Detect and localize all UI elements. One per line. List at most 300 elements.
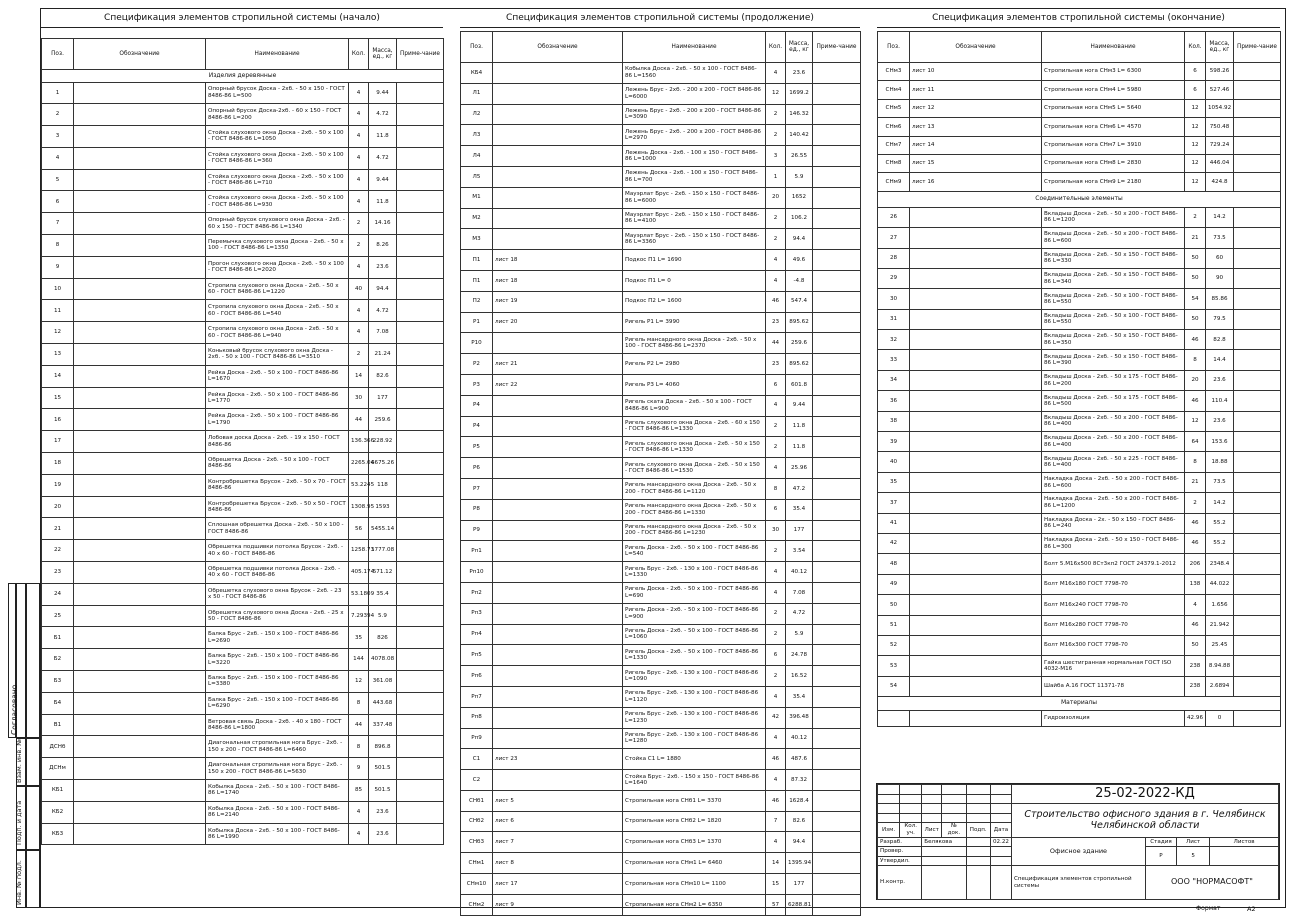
table-row	[878, 595, 1281, 615]
cell-designation	[74, 300, 206, 322]
table-row	[878, 309, 1281, 329]
cell-name: Накладка Доска - 2хб. - 50 х 200 - ГОСТ 8486-86 L=600	[1042, 472, 1185, 492]
cell-qty: 2	[766, 541, 786, 562]
cell-mass: 18.88	[1206, 452, 1234, 472]
table-row	[878, 81, 1281, 99]
cell-designation	[910, 228, 1042, 248]
cell-mass: 25.96	[786, 458, 813, 479]
cell-pos: 35	[878, 472, 910, 492]
cell-note	[1234, 118, 1281, 136]
cell-note	[813, 624, 861, 645]
cell-qty: 238	[1185, 656, 1206, 676]
cell-qty: 4	[766, 728, 786, 749]
cell-qty: 54	[1185, 289, 1206, 309]
cell-designation	[493, 478, 623, 499]
cell-designation	[910, 574, 1042, 594]
cell-pos: 36	[878, 391, 910, 411]
cell-pos: 26	[878, 207, 910, 227]
cell-pos: 29	[878, 268, 910, 288]
header-note: Приме-чание	[813, 32, 861, 63]
cell-name: Балка Брус - 2хб. - 150 х 100 - ГОСТ 8486-86 L=3220	[206, 649, 349, 671]
cell-name: Опорный брусок Доска - 2хб. - 50 х 150 - ГОСТ 8486-86 L=500	[206, 82, 349, 104]
cell-qty: 7	[766, 811, 786, 832]
cell-name: Вкладыш Доска - 2хб. - 50 х 175 - ГОСТ 8486-86 L=200	[1042, 370, 1185, 390]
cell-qty: 50	[1185, 248, 1206, 268]
cell-name: Ригель мансардного окна Доска - 2хб. - 50 х 100 - ГОСТ 8486-86 L=2370	[623, 333, 766, 354]
cell-designation	[493, 416, 623, 437]
cell-qty: 46	[1185, 330, 1206, 350]
cell-note	[1234, 99, 1281, 117]
cell-qty: 2	[766, 416, 786, 437]
cell-mass: 3.54	[786, 541, 813, 562]
podp-data-label: Подп. и дата	[15, 800, 23, 845]
razrab-name: Белякова	[922, 837, 966, 847]
cell-designation	[493, 208, 623, 229]
cell-mass: 14.16	[369, 213, 397, 235]
cell-qty: 50	[1185, 635, 1206, 655]
table-row	[461, 270, 861, 291]
table-row	[878, 432, 1281, 452]
cell-mass: 82.8	[1206, 330, 1234, 350]
cell-mass: -4.8	[786, 270, 813, 291]
table-row	[461, 374, 861, 395]
cell-name: Подкос П1 L= 0	[623, 270, 766, 291]
table-row	[878, 118, 1281, 136]
cell-mass: 87.32	[786, 770, 813, 791]
cell-note	[397, 496, 444, 518]
table-row	[461, 63, 861, 84]
cell-pos: 34	[878, 370, 910, 390]
cell-pos: М2	[461, 208, 493, 229]
cell-qty: 2	[766, 624, 786, 645]
cell-pos: Р4	[461, 416, 493, 437]
cell-mass: 571.12	[369, 562, 397, 584]
cell-name: Кобылка Доска - 2хб. - 50 х 100 - ГОСТ 8486-86 L=2140	[206, 801, 349, 823]
cell-note	[397, 758, 444, 780]
table-row	[461, 416, 861, 437]
cell-pos: 14	[42, 365, 74, 387]
cell-note	[1234, 207, 1281, 227]
header-mass: Масса, ед., кг	[369, 39, 397, 70]
table-row	[461, 811, 861, 832]
cell-mass: 4.72	[786, 603, 813, 624]
table-row	[42, 801, 444, 823]
cell-qty: 4	[349, 823, 369, 845]
table-row	[878, 268, 1281, 288]
cell-pos: Рп4	[461, 624, 493, 645]
cell-qty: 21	[1185, 228, 1206, 248]
cell-designation	[74, 453, 206, 475]
cell-name: Рейка Доска - 2хб. - 50 х 100 - ГОСТ 8486-86 L=1790	[206, 409, 349, 431]
cell-note	[813, 832, 861, 853]
cell-designation	[74, 365, 206, 387]
cell-pos: СНм3	[878, 63, 910, 81]
cell-pos: Л1	[461, 83, 493, 104]
cell-mass: 44.022	[1206, 574, 1234, 594]
cell-pos: Рп8	[461, 707, 493, 728]
cell-note	[1234, 432, 1281, 452]
cell-note	[397, 605, 444, 627]
cell-note	[397, 82, 444, 104]
table-row	[878, 289, 1281, 309]
cell-designation	[74, 671, 206, 693]
cell-note	[1234, 493, 1281, 513]
cell-designation: лист 14	[910, 136, 1042, 154]
cell-note	[813, 208, 861, 229]
cell-mass: 443.68	[369, 692, 397, 714]
cell-mass: 21.942	[1206, 615, 1234, 635]
table-row	[878, 452, 1281, 472]
cell-mass: 424.8	[1206, 173, 1234, 191]
table-row	[42, 104, 444, 126]
spec-table	[460, 31, 861, 916]
cell-note	[397, 126, 444, 148]
format-label: Формат	[1196, 905, 1221, 912]
cell-note	[813, 333, 861, 354]
cell-note	[813, 229, 861, 250]
cell-designation	[910, 676, 1042, 696]
cell-pos: КБ2	[42, 801, 74, 823]
cell-note	[397, 256, 444, 278]
cell-name: Лобовая доска Доска - 2хб. - 19 х 150 - ГОСТ 8486-86	[206, 431, 349, 453]
table-row	[878, 228, 1281, 248]
cell-name: Мауэрлат Брус - 2хб. - 150 х 150 - ГОСТ 8486-86 L=4100	[623, 208, 766, 229]
cell-mass: 396.48	[786, 707, 813, 728]
table-row	[42, 692, 444, 714]
cell-qty: 53.1809	[349, 583, 369, 605]
cell-qty: 56	[349, 518, 369, 540]
cell-name: Перемычка слухового окна Доска - 2хб. - 50 х 100 - ГОСТ 8486-86 L=1350	[206, 235, 349, 257]
cell-pos: Б4	[42, 692, 74, 714]
cell-designation	[493, 83, 623, 104]
cell-name: Шайба А.16 ГОСТ 11371-78	[1042, 676, 1185, 696]
cell-mass: 0	[1206, 710, 1234, 726]
cell-mass: 25.45	[1206, 635, 1234, 655]
cell-designation	[74, 801, 206, 823]
cell-qty: 2	[766, 104, 786, 125]
cell-name: Вкладыш Доска - 2хб. - 50 х 200 - ГОСТ 8486-86 L=400	[1042, 411, 1185, 431]
cell-pos: Л2	[461, 104, 493, 125]
cell-mass: 14.2	[1206, 493, 1234, 513]
cell-name: Ветровая связь Доска - 2хб. - 40 х 180 - ГОСТ 8486-86 L=1800	[206, 714, 349, 736]
cell-pos: Рп7	[461, 686, 493, 707]
cell-mass: 1777.08	[369, 540, 397, 562]
cell-qty: 12	[1185, 411, 1206, 431]
cell-mass: 4.72	[369, 300, 397, 322]
cell-mass: 8.26	[369, 235, 397, 257]
cell-mass: 228.92	[369, 431, 397, 453]
cell-qty: 238	[1185, 676, 1206, 696]
cell-name: Ригель мансардного окна Доска - 2хб. - 50 х 200 - ГОСТ 8486-86 L=1230	[623, 520, 766, 541]
cell-pos: 6	[42, 191, 74, 213]
cell-mass: 4078.08	[369, 649, 397, 671]
table-row	[42, 627, 444, 649]
table-row	[461, 166, 861, 187]
cell-name: Болт М16х280 ГОСТ 7798-70	[1042, 615, 1185, 635]
cell-pos: Р10	[461, 333, 493, 354]
cell-name: Ригель слухового окна Доска - 2хб. - 50 х 150 - ГОСТ 8486-86 L=1330	[623, 437, 766, 458]
cell-name: Лежень Брус - 2хб. - 200 х 200 - ГОСТ 8486-86 L=6000	[623, 83, 766, 104]
cell-mass: 6288.81	[786, 894, 813, 915]
cell-pos: 8	[42, 235, 74, 257]
cell-mass: 82.6	[369, 365, 397, 387]
cell-qty: 6	[766, 374, 786, 395]
cell-qty: 8	[1185, 350, 1206, 370]
cell-name: Вкладыш Доска - 2хб. - 50 х 200 - ГОСТ 8486-86 L=1200	[1042, 207, 1185, 227]
cell-designation	[910, 656, 1042, 676]
cell-qty: 46	[766, 790, 786, 811]
sheet-title: Спецификация элементов стропильной системы (окончание)	[877, 10, 1280, 28]
table-row	[42, 736, 444, 758]
cell-designation: лист 22	[493, 374, 623, 395]
cell-name: Вкладыш Доска - 2хб. - 50 х 175 - ГОСТ 8486-86 L=500	[1042, 391, 1185, 411]
cell-designation	[74, 147, 206, 169]
cell-designation	[910, 432, 1042, 452]
cell-name: Сплошная обрешетка Доска - 2хб. - 50 х 100 - ГОСТ 8486-86	[206, 518, 349, 540]
cell-pos: Р3	[461, 374, 493, 395]
table-row	[461, 354, 861, 375]
cell-designation: лист 19	[493, 291, 623, 312]
cell-pos: Р5	[461, 437, 493, 458]
cell-mass: 896.8	[369, 736, 397, 758]
cell-designation	[493, 582, 623, 603]
cell-mass: 4.72	[369, 104, 397, 126]
cell-designation	[493, 603, 623, 624]
cell-designation	[910, 268, 1042, 288]
cell-designation	[74, 387, 206, 409]
cell-qty: 4	[1185, 595, 1206, 615]
cell-note	[397, 474, 444, 496]
table-row	[461, 832, 861, 853]
cell-designation	[493, 562, 623, 583]
cell-mass: 110.4	[1206, 391, 1234, 411]
table-row	[878, 411, 1281, 431]
table-row	[461, 520, 861, 541]
cell-qty: 4	[766, 395, 786, 416]
header-pos: Поз.	[878, 32, 910, 63]
table-row	[878, 554, 1281, 574]
cell-name: Болт 5.М16х500 8Ст3кп2 ГОСТ 24379.1-2012	[1042, 554, 1185, 574]
table-row	[461, 437, 861, 458]
cell-note	[1234, 554, 1281, 574]
cell-name: Ригель Брус - 2хб. - 130 х 100 - ГОСТ 8486-86 L=1230	[623, 707, 766, 728]
cell-designation	[74, 213, 206, 235]
cell-note	[1234, 154, 1281, 172]
cell-pos: СНм2	[461, 894, 493, 915]
table-row	[42, 409, 444, 431]
cell-note	[397, 278, 444, 300]
cell-qty: 42	[766, 707, 786, 728]
cell-name: Ригель Р1 L= 3990	[623, 312, 766, 333]
cell-qty: 4	[766, 270, 786, 291]
cell-note	[813, 83, 861, 104]
cell-qty: 8	[349, 736, 369, 758]
cell-note	[397, 147, 444, 169]
table-row	[461, 104, 861, 125]
cell-pos: 1	[42, 82, 74, 104]
table-header-row	[878, 32, 1281, 63]
cell-qty: 2	[766, 437, 786, 458]
cell-qty: 4	[349, 169, 369, 191]
cell-qty: 4	[766, 458, 786, 479]
cell-pos: Л3	[461, 125, 493, 146]
cell-pos: 52	[878, 635, 910, 655]
cell-note	[813, 312, 861, 333]
cell-qty: 57	[766, 894, 786, 915]
cell-pos: М1	[461, 187, 493, 208]
table-row	[42, 540, 444, 562]
cell-designation	[74, 692, 206, 714]
cell-mass: 547.4	[786, 291, 813, 312]
cell-name: Стропильная нога СНб3 L= 1370	[623, 832, 766, 853]
cell-designation	[910, 289, 1042, 309]
cell-pos: Р1	[461, 312, 493, 333]
table-row	[461, 187, 861, 208]
cell-designation	[74, 256, 206, 278]
cell-note	[813, 853, 861, 874]
nkontr-label: Н.контр.	[878, 866, 922, 900]
cell-mass: 35.4	[369, 583, 397, 605]
cell-qty: 7.29394	[349, 605, 369, 627]
sheet-title: Спецификация элементов стропильной системы (начало)	[41, 10, 443, 28]
cell-qty: 3	[766, 146, 786, 167]
cell-note	[1234, 173, 1281, 191]
cell-designation	[74, 540, 206, 562]
table-row	[461, 666, 861, 687]
cell-pos: С2	[461, 770, 493, 791]
cell-note	[1234, 370, 1281, 390]
cell-name: Балка Брус - 2хб. - 150 х 100 - ГОСТ 8486-86 L=3380	[206, 671, 349, 693]
table-row	[42, 562, 444, 584]
cell-pos: СНм9	[878, 173, 910, 191]
cell-pos: Р8	[461, 499, 493, 520]
cell-designation: лист 21	[493, 354, 623, 375]
table-header-row	[461, 32, 861, 63]
cell-note	[813, 811, 861, 832]
cell-mass: 1054.92	[1206, 99, 1234, 117]
cell-designation	[493, 645, 623, 666]
cell-designation: лист 20	[493, 312, 623, 333]
cell-qty: 206	[1185, 554, 1206, 574]
section-row	[878, 191, 1281, 207]
header-note: Приме-чание	[1234, 32, 1281, 63]
cell-name: Ригель Р2 L= 2980	[623, 354, 766, 375]
cell-name: Ригель мансардного окна Доска - 2хб. - 50 х 200 - ГОСТ 8486-86 L=1330	[623, 499, 766, 520]
cell-name: Стропила слухового окна Доска - 2хб. - 50 х 60 - ГОСТ 8486-86 L=940	[206, 322, 349, 344]
cell-name: Контробрешетка Брусок - 2хб. - 50 х 50 - ГОСТ 8486-86	[206, 496, 349, 518]
cell-name: Контробрешетка Брусок - 2хб. - 50 х 70 - ГОСТ 8486-86	[206, 474, 349, 496]
cell-designation	[910, 615, 1042, 635]
cell-mass: 16.52	[786, 666, 813, 687]
table-row	[42, 496, 444, 518]
cell-pos: 3	[42, 126, 74, 148]
table-row	[42, 671, 444, 693]
cell-note	[397, 365, 444, 387]
hdr-izm: Изм.	[878, 823, 900, 837]
cell-designation	[493, 146, 623, 167]
table-row	[42, 300, 444, 322]
cell-mass: 5.9	[786, 624, 813, 645]
cell-qty: 2	[349, 344, 369, 366]
table-row	[878, 513, 1281, 533]
cell-mass: 177	[786, 874, 813, 895]
cell-name: Обрешетка Доска - 2хб. - 50 х 100 - ГОСТ 8486-86	[206, 453, 349, 475]
cell-name: Стропила слухового окна Доска - 2хб. - 50 х 60 - ГОСТ 8486-86 L=540	[206, 300, 349, 322]
cell-qty: 23	[766, 354, 786, 375]
cell-name: Вкладыш Доска - 2хб. - 50 х 200 - ГОСТ 8486-86 L=600	[1042, 228, 1185, 248]
cell-designation	[74, 235, 206, 257]
cell-pos: 28	[878, 248, 910, 268]
cell-designation	[493, 520, 623, 541]
table-row	[461, 478, 861, 499]
cell-pos: 50	[878, 595, 910, 615]
cell-name: Стропильная нога СНм7 L= 3910	[1042, 136, 1185, 154]
cell-name: Вкладыш Доска - 2хб. - 50 х 150 - ГОСТ 8486-86 L=390	[1042, 350, 1185, 370]
cell-note	[397, 431, 444, 453]
cell-mass: 1652	[786, 187, 813, 208]
cell-designation: лист 6	[493, 811, 623, 832]
cell-note	[1234, 248, 1281, 268]
cell-qty: 12	[1185, 154, 1206, 172]
cell-mass: 487.6	[786, 749, 813, 770]
cell-mass: 1.656	[1206, 595, 1234, 615]
cell-mass: 177	[369, 387, 397, 409]
cell-pos: В1	[42, 714, 74, 736]
cell-pos: 9	[42, 256, 74, 278]
cell-pos: 39	[878, 432, 910, 452]
cell-name: Вкладыш Доска - 2хб. - 50 х 225 - ГОСТ 8486-86 L=400	[1042, 452, 1185, 472]
cell-note	[1234, 268, 1281, 288]
cell-note	[813, 354, 861, 375]
cell-note	[397, 409, 444, 431]
cell-designation	[493, 395, 623, 416]
cell-pos: 30	[878, 289, 910, 309]
cell-note	[813, 541, 861, 562]
cell-designation: лист 7	[493, 832, 623, 853]
header-qty: Кол.	[349, 39, 369, 70]
cell-pos: 40	[878, 452, 910, 472]
cell-pos: ДСНм	[42, 758, 74, 780]
cell-note	[1234, 513, 1281, 533]
cell-designation	[493, 333, 623, 354]
cell-designation	[910, 513, 1042, 533]
cell-qty: 138	[1185, 574, 1206, 594]
cell-mass: 895.62	[786, 312, 813, 333]
cell-pos: 48	[878, 554, 910, 574]
cell-qty: 35	[349, 627, 369, 649]
cell-designation	[910, 472, 1042, 492]
table-row	[42, 147, 444, 169]
cell-pos: 21	[42, 518, 74, 540]
cell-pos: СНм4	[878, 81, 910, 99]
cell-designation	[74, 474, 206, 496]
cell-qty: 42.96	[1185, 710, 1206, 726]
cell-designation	[74, 322, 206, 344]
cell-pos: Рп3	[461, 603, 493, 624]
table-row	[878, 350, 1281, 370]
cell-name: Диагональная стропильная нога Брус - 2хб. - 150 х 200 - ГОСТ 8486-86 L=5630	[206, 758, 349, 780]
header-mass: Масса, ед., кг	[1206, 32, 1234, 63]
cell-note	[1234, 81, 1281, 99]
cell-note	[397, 583, 444, 605]
cell-note	[813, 874, 861, 895]
spec-table	[877, 31, 1281, 727]
cell-mass: 11.8	[369, 191, 397, 213]
table-row	[461, 541, 861, 562]
cell-designation	[910, 370, 1042, 390]
cell-name: Опорный брусок слухового окна Доска - 2хб. - 60 х 150 - ГОСТ 8486-86 L=1340	[206, 213, 349, 235]
cell-pos: СНм7	[878, 136, 910, 154]
